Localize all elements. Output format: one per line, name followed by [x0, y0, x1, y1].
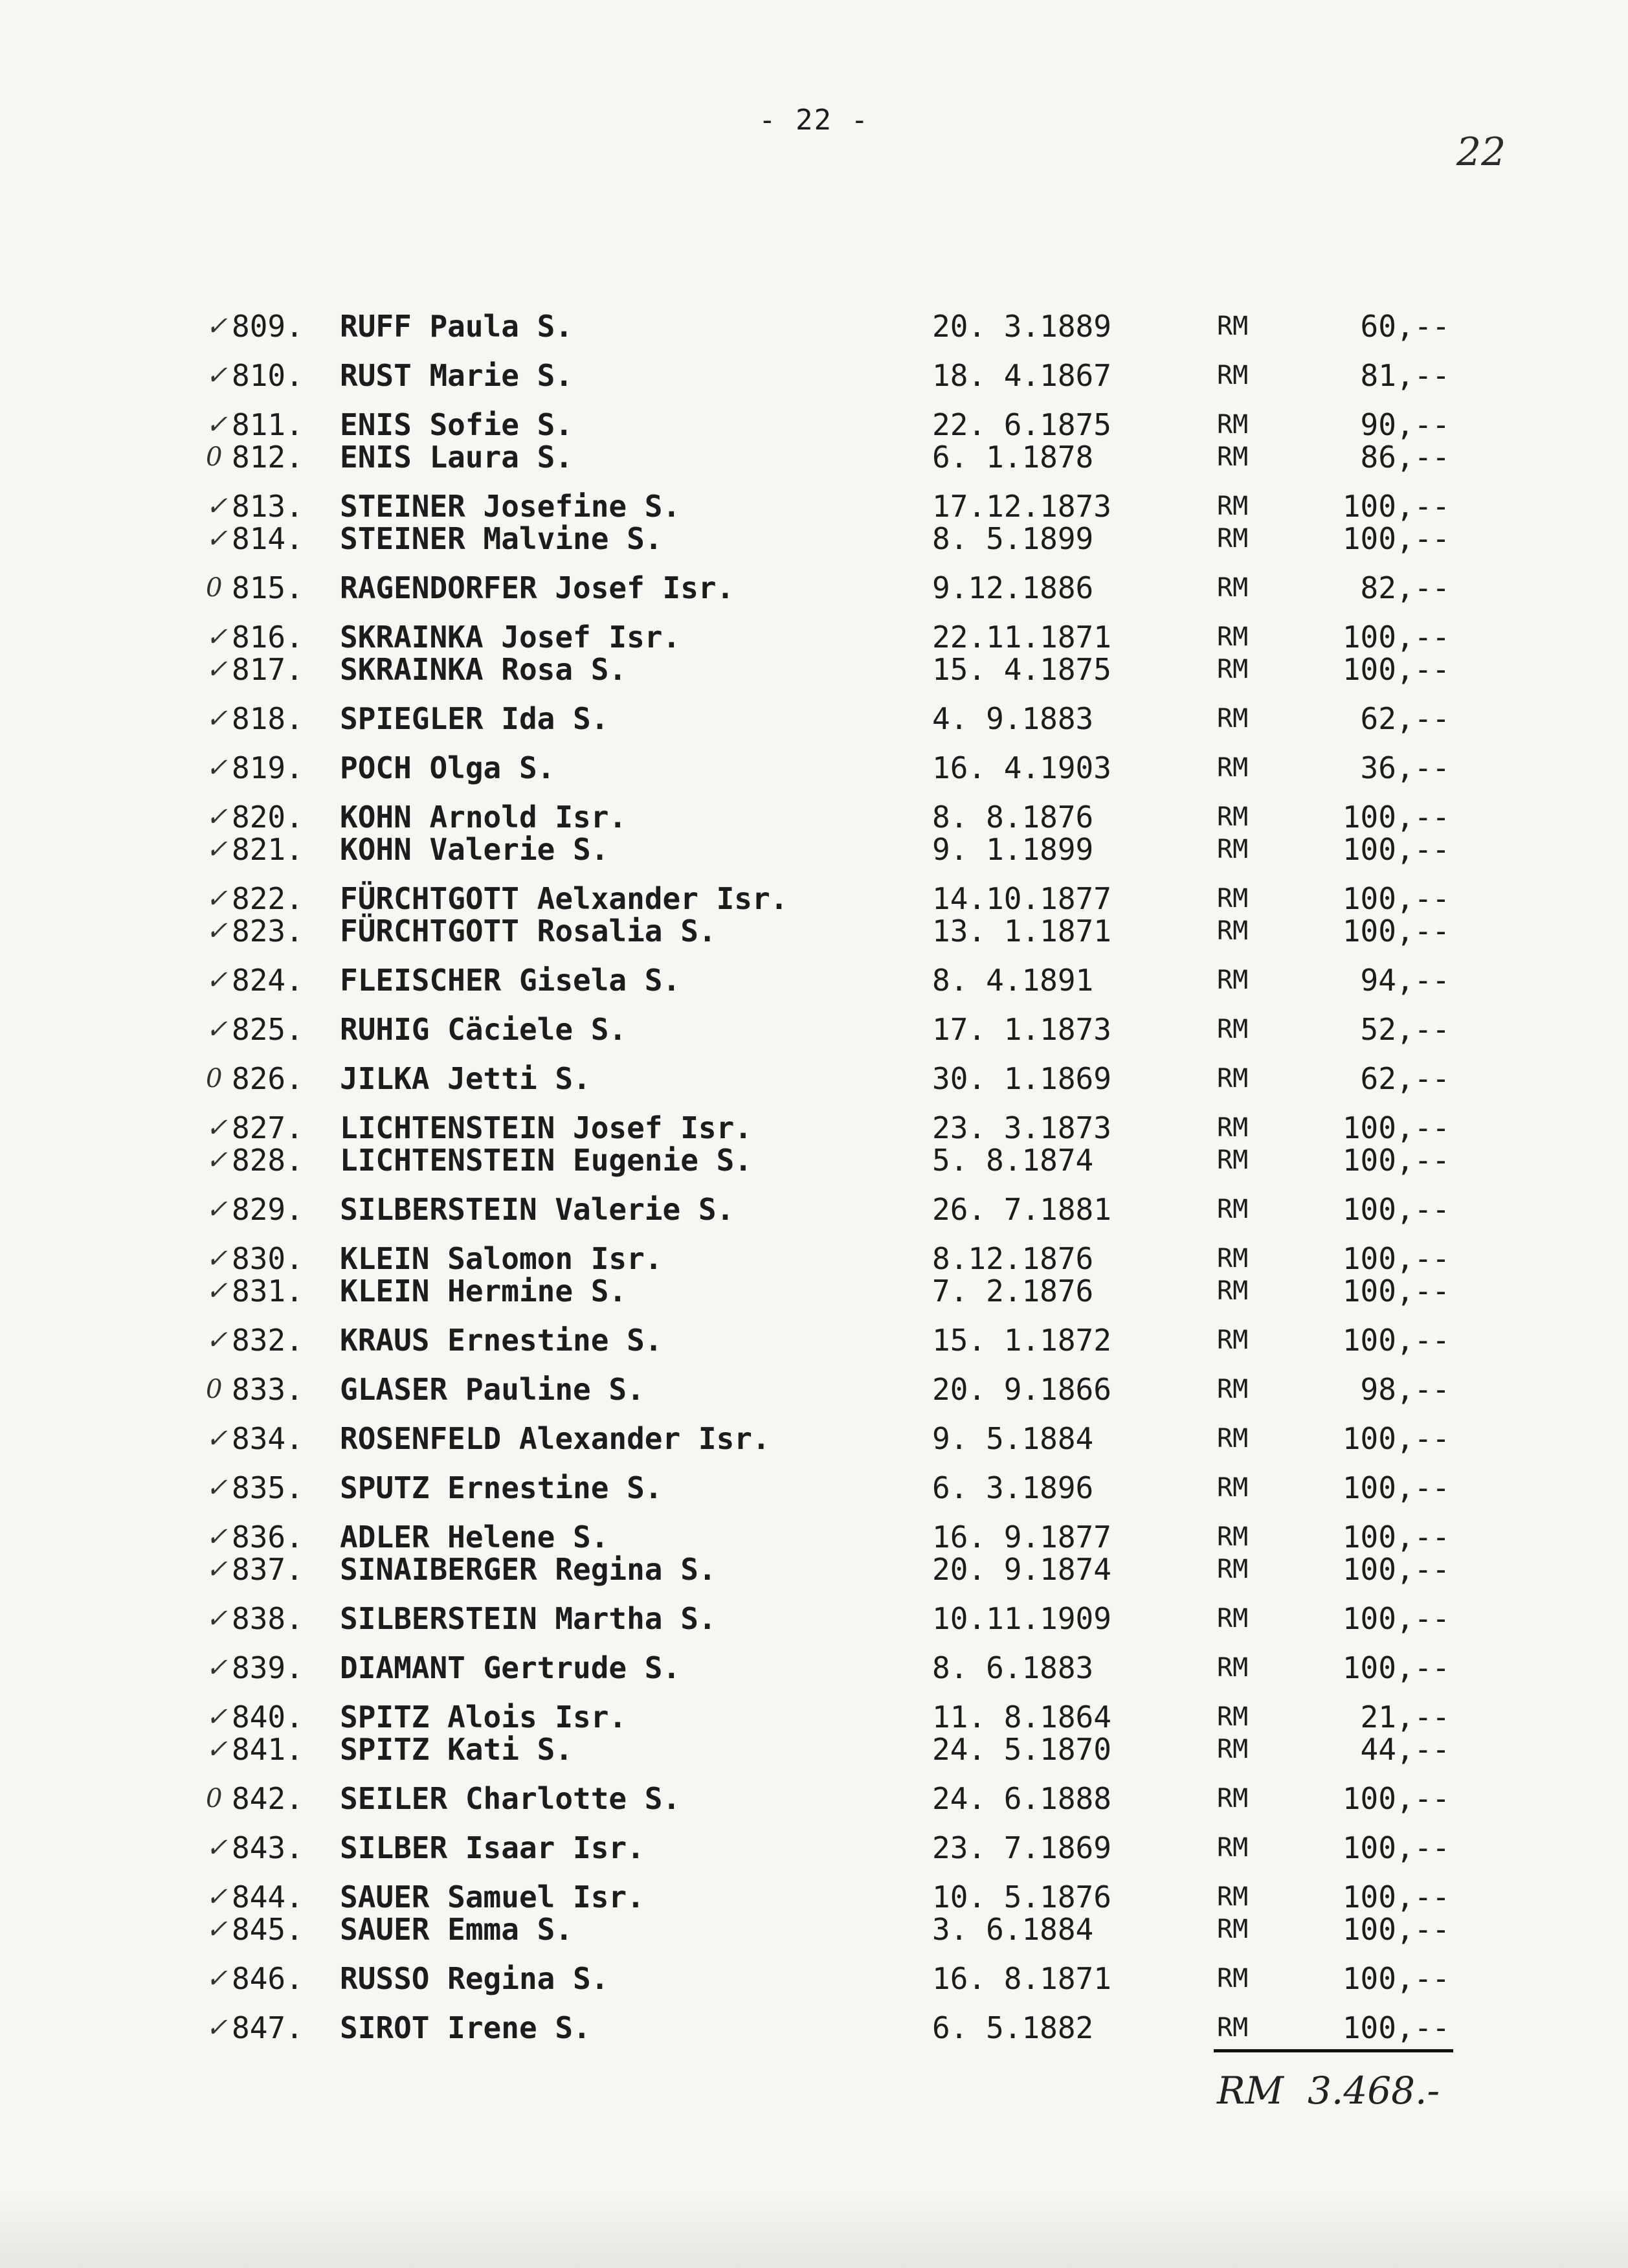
register-row [0, 651, 1628, 688]
person-name: RUST Marie S. [340, 358, 574, 393]
register-row [0, 1420, 1628, 1457]
row-number: 833. [232, 1372, 304, 1407]
currency-label: RM [1217, 1195, 1249, 1224]
birth-date: 24. 5.1870 [932, 1732, 1111, 1767]
currency-label: RM [1217, 1276, 1249, 1306]
check-mark: ✓ [206, 1914, 228, 1944]
amount: 100,-- [1342, 914, 1450, 949]
register-row [0, 308, 1628, 344]
row-number: 829. [232, 1192, 304, 1227]
currency-label: RM [1217, 1015, 1249, 1044]
birth-date: 17.12.1873 [932, 489, 1111, 524]
check-mark: ✓ [206, 802, 228, 832]
row-number: 823. [232, 914, 304, 949]
check-mark: ✓ [206, 884, 228, 914]
row-number: 837. [232, 1552, 304, 1587]
check-mark: ✓ [206, 704, 228, 734]
register-row [0, 1241, 1628, 1277]
row-number: 810. [232, 358, 304, 393]
amount: 100,-- [1342, 1912, 1450, 1947]
check-mark: ✓ [206, 1145, 228, 1175]
check-mark: ✓ [206, 1195, 228, 1224]
row-number: 847. [232, 2010, 304, 2045]
person-name: SILBERSTEIN Martha S. [340, 1601, 717, 1636]
register-row [0, 1911, 1628, 1948]
person-name: SPITZ Kati S. [340, 1732, 574, 1767]
register-row [0, 357, 1628, 394]
check-mark: ✓ [206, 1325, 228, 1355]
birth-date: 11. 8.1864 [932, 1700, 1111, 1735]
register-row [0, 1110, 1628, 1146]
register-row [0, 521, 1628, 557]
currency-label: RM [1217, 1113, 1249, 1143]
currency-label: RM [1217, 1784, 1249, 1813]
check-mark: 0 [206, 573, 223, 603]
amount: 100,-- [1342, 1601, 1450, 1636]
birth-date: 9.12.1886 [932, 570, 1094, 605]
person-name: POCH Olga S. [340, 750, 555, 785]
currency-label: RM [1217, 1555, 1249, 1584]
register-row [0, 1650, 1628, 1686]
row-number: 814. [232, 521, 304, 556]
amount: 44,-- [1360, 1732, 1450, 1767]
person-name: KLEIN Salomon Isr. [340, 1241, 663, 1276]
birth-date: 8. 5.1899 [932, 521, 1094, 556]
amount: 100,-- [1342, 1241, 1450, 1276]
birth-date: 22. 6.1875 [932, 407, 1111, 442]
register-row [0, 831, 1628, 868]
register-row [0, 1960, 1628, 1997]
row-number: 836. [232, 1520, 304, 1555]
check-mark: ✓ [206, 1735, 228, 1764]
person-name: SKRAINKA Rosa S. [340, 652, 627, 687]
person-name: FÜRCHTGOTT Aelxander Isr. [340, 881, 788, 916]
row-number: 811. [232, 407, 304, 442]
check-mark: ✓ [206, 524, 228, 554]
person-name: ADLER Helene S. [340, 1520, 609, 1555]
register-row [0, 1780, 1628, 1817]
register-row [0, 1600, 1628, 1637]
check-mark: ✓ [206, 1113, 228, 1143]
register-row [0, 1142, 1628, 1178]
currency-label: RM [1217, 1833, 1249, 1863]
amount: 100,-- [1342, 1961, 1450, 1996]
birth-date: 24. 6.1888 [932, 1781, 1111, 1816]
register-row [0, 913, 1628, 949]
row-number: 809. [232, 309, 304, 344]
birth-date: 18. 4.1867 [932, 358, 1111, 393]
check-mark: 0 [206, 1375, 223, 1404]
currency-label: RM [1217, 884, 1249, 914]
register-row [0, 750, 1628, 786]
birth-date: 30. 1.1869 [932, 1061, 1111, 1096]
birth-date: 9. 5.1884 [932, 1421, 1094, 1456]
birth-date: 16. 8.1871 [932, 1961, 1111, 1996]
person-name: SAUER Emma S. [340, 1912, 574, 1947]
currency-label: RM [1217, 1604, 1249, 1634]
amount: 100,-- [1342, 521, 1450, 556]
birth-date: 10. 5.1876 [932, 1880, 1111, 1914]
row-number: 846. [232, 1961, 304, 1996]
check-mark: ✓ [206, 491, 228, 521]
currency-label: RM [1217, 1473, 1249, 1503]
currency-label: RM [1217, 1424, 1249, 1454]
total-value: 3.468.- [1308, 2069, 1440, 2113]
person-name: SILBER Isaar Isr. [340, 1830, 645, 1865]
amount: 100,-- [1342, 1421, 1450, 1456]
amount: 100,-- [1342, 1143, 1450, 1178]
person-name: SIROT Irene S. [340, 2010, 591, 2045]
amount: 62,-- [1360, 701, 1450, 736]
check-mark: ✓ [206, 1702, 228, 1732]
amount: 100,-- [1342, 1830, 1450, 1865]
amount: 100,-- [1342, 1650, 1450, 1685]
person-name: FÜRCHTGOTT Rosalia S. [340, 914, 717, 949]
check-mark: 0 [206, 442, 223, 472]
check-mark: ✓ [206, 622, 228, 652]
currency-label: RM [1217, 835, 1249, 864]
check-mark: ✓ [206, 655, 228, 684]
row-number: 821. [232, 832, 304, 867]
birth-date: 20. 3.1889 [932, 309, 1111, 344]
person-name: SPITZ Alois Isr. [340, 1700, 627, 1735]
person-name: SEILER Charlotte S. [340, 1781, 681, 1816]
birth-date: 22.11.1871 [932, 620, 1111, 655]
birth-date: 10.11.1909 [932, 1601, 1111, 1636]
check-mark: ✓ [206, 410, 228, 440]
birth-date: 20. 9.1874 [932, 1552, 1111, 1587]
currency-label: RM [1217, 1653, 1249, 1683]
amount: 94,-- [1360, 963, 1450, 998]
register-row [0, 407, 1628, 443]
birth-date: 14.10.1877 [932, 881, 1111, 916]
check-mark: ✓ [206, 1964, 228, 1993]
row-number: 828. [232, 1143, 304, 1178]
birth-date: 5. 8.1874 [932, 1143, 1094, 1178]
row-number: 830. [232, 1241, 304, 1276]
currency-label: RM [1217, 1325, 1249, 1355]
row-number: 813. [232, 489, 304, 524]
amount: 90,-- [1360, 407, 1450, 442]
register-row [0, 799, 1628, 835]
row-number: 815. [232, 570, 304, 605]
row-number: 838. [232, 1601, 304, 1636]
birth-date: 20. 9.1866 [932, 1372, 1111, 1407]
register-row [0, 1551, 1628, 1588]
check-mark: ✓ [206, 1653, 228, 1683]
register-row [0, 1191, 1628, 1228]
amount: 100,-- [1342, 2010, 1450, 2045]
row-number: 832. [232, 1323, 304, 1358]
total-divider [1214, 2049, 1453, 2052]
currency-label: RM [1217, 1735, 1249, 1764]
check-mark: ✓ [206, 1473, 228, 1503]
register-row [0, 1879, 1628, 1915]
amount: 100,-- [1342, 1110, 1450, 1145]
row-number: 822. [232, 881, 304, 916]
currency-label: RM [1217, 965, 1249, 995]
register-row [0, 488, 1628, 524]
currency-label: RM [1217, 1145, 1249, 1175]
person-name: LICHTENSTEIN Josef Isr. [340, 1110, 752, 1145]
register-row [0, 1011, 1628, 1048]
person-name: KOHN Arnold Isr. [340, 800, 627, 835]
register-row [0, 1470, 1628, 1506]
birth-date: 15. 4.1875 [932, 652, 1111, 687]
row-number: 817. [232, 652, 304, 687]
check-mark: ✓ [206, 2013, 228, 2043]
currency-label: RM [1217, 1375, 1249, 1404]
register-row [0, 701, 1628, 737]
person-name: SILBERSTEIN Valerie S. [340, 1192, 735, 1227]
birth-date: 6. 3.1896 [932, 1470, 1094, 1505]
person-name: LICHTENSTEIN Eugenie S. [340, 1143, 752, 1178]
row-number: 824. [232, 963, 304, 998]
row-number: 827. [232, 1110, 304, 1145]
check-mark: ✓ [206, 1833, 228, 1863]
person-name: RUSSO Regina S. [340, 1961, 609, 1996]
check-mark: ✓ [206, 1276, 228, 1306]
handwritten-page-number: 22 [1456, 129, 1506, 175]
row-number: 834. [232, 1421, 304, 1456]
person-name: RUFF Paula S. [340, 309, 574, 344]
row-number: 843. [232, 1830, 304, 1865]
amount: 100,-- [1342, 620, 1450, 655]
birth-date: 6. 1.1878 [932, 440, 1094, 475]
check-mark: ✓ [206, 311, 228, 341]
row-number: 825. [232, 1012, 304, 1047]
row-number: 841. [232, 1732, 304, 1767]
amount: 81,-- [1360, 358, 1450, 393]
currency-label: RM [1217, 1064, 1249, 1094]
row-number: 816. [232, 620, 304, 655]
currency-label: RM [1217, 573, 1249, 603]
total-currency: RM [1217, 2069, 1284, 2113]
register-row [0, 962, 1628, 998]
register-row [0, 1061, 1628, 1097]
row-number: 826. [232, 1061, 304, 1096]
row-number: 845. [232, 1912, 304, 1947]
amount: 21,-- [1360, 1700, 1450, 1735]
person-name: DIAMANT Gertrude S. [340, 1650, 681, 1685]
check-mark: 0 [206, 1784, 223, 1813]
check-mark: ✓ [206, 1244, 228, 1274]
register-row [0, 1322, 1628, 1358]
person-name: SPIEGLER Ida S. [340, 701, 609, 736]
currency-label: RM [1217, 361, 1249, 390]
amount: 100,-- [1342, 800, 1450, 835]
currency-label: RM [1217, 524, 1249, 554]
birth-date: 16. 4.1903 [932, 750, 1111, 785]
birth-date: 16. 9.1877 [932, 1520, 1111, 1555]
check-mark: 0 [206, 1064, 223, 1094]
amount: 62,-- [1360, 1061, 1450, 1096]
birth-date: 17. 1.1873 [932, 1012, 1111, 1047]
person-name: RUHIG Cäciele S. [340, 1012, 627, 1047]
row-number: 835. [232, 1470, 304, 1505]
person-name: ROSENFELD Alexander Isr. [340, 1421, 770, 1456]
currency-label: RM [1217, 1244, 1249, 1274]
amount: 100,-- [1342, 1470, 1450, 1505]
check-mark: ✓ [206, 1015, 228, 1044]
birth-date: 7. 2.1876 [932, 1274, 1094, 1308]
amount: 100,-- [1342, 1274, 1450, 1308]
person-name: RAGENDORFER Josef Isr. [340, 570, 735, 605]
register-row [0, 1731, 1628, 1768]
birth-date: 3. 6.1884 [932, 1912, 1094, 1947]
birth-date: 8. 8.1876 [932, 800, 1094, 835]
person-name: KLEIN Hermine S. [340, 1274, 627, 1308]
person-name: STEINER Josefine S. [340, 489, 681, 524]
birth-date: 6. 5.1882 [932, 2010, 1094, 2045]
check-mark: ✓ [206, 1522, 228, 1552]
birth-date: 23. 3.1873 [932, 1110, 1111, 1145]
birth-date: 13. 1.1871 [932, 914, 1111, 949]
currency-label: RM [1217, 622, 1249, 652]
person-name: FLEISCHER Gisela S. [340, 963, 681, 998]
birth-date: 8.12.1876 [932, 1241, 1094, 1276]
amount: 100,-- [1342, 1520, 1450, 1555]
amount: 100,-- [1342, 1323, 1450, 1358]
currency-label: RM [1217, 1914, 1249, 1944]
check-mark: ✓ [206, 1424, 228, 1454]
birth-date: 8. 4.1891 [932, 963, 1094, 998]
register-row [0, 2010, 1628, 2046]
row-number: 840. [232, 1700, 304, 1735]
currency-label: RM [1217, 1964, 1249, 1993]
register-row [0, 1371, 1628, 1408]
currency-label: RM [1217, 442, 1249, 472]
person-name: GLASER Pauline S. [340, 1372, 645, 1407]
birth-date: 4. 9.1883 [932, 701, 1094, 736]
currency-label: RM [1217, 1522, 1249, 1552]
amount: 100,-- [1342, 1552, 1450, 1587]
amount: 100,-- [1342, 1781, 1450, 1816]
check-mark: ✓ [206, 916, 228, 946]
birth-date: 15. 1.1872 [932, 1323, 1111, 1358]
amount: 100,-- [1342, 881, 1450, 916]
check-mark: ✓ [206, 965, 228, 995]
check-mark: ✓ [206, 1882, 228, 1912]
birth-date: 9. 1.1899 [932, 832, 1094, 867]
register-row [0, 439, 1628, 475]
currency-label: RM [1217, 491, 1249, 521]
row-number: 842. [232, 1781, 304, 1816]
amount: 60,-- [1360, 309, 1450, 344]
person-name: KRAUS Ernestine S. [340, 1323, 663, 1358]
row-number: 831. [232, 1274, 304, 1308]
check-mark: ✓ [206, 1604, 228, 1634]
birth-date: 26. 7.1881 [932, 1192, 1111, 1227]
check-mark: ✓ [206, 835, 228, 864]
amount: 98,-- [1360, 1372, 1450, 1407]
currency-label: RM [1217, 655, 1249, 684]
amount: 86,-- [1360, 440, 1450, 475]
currency-label: RM [1217, 2013, 1249, 2043]
check-mark: ✓ [206, 1555, 228, 1584]
currency-label: RM [1217, 704, 1249, 734]
amount: 100,-- [1342, 652, 1450, 687]
currency-label: RM [1217, 802, 1249, 832]
row-number: 844. [232, 1880, 304, 1914]
row-number: 818. [232, 701, 304, 736]
amount: 100,-- [1342, 1880, 1450, 1914]
row-number: 812. [232, 440, 304, 475]
person-name: ENIS Sofie S. [340, 407, 574, 442]
amount: 36,-- [1360, 750, 1450, 785]
birth-date: 8. 6.1883 [932, 1650, 1094, 1685]
scan-shadow [0, 2188, 1628, 2268]
person-name: SINAIBERGER Regina S. [340, 1552, 717, 1587]
check-mark: ✓ [206, 361, 228, 390]
person-name: SKRAINKA Josef Isr. [340, 620, 681, 655]
register-row [0, 570, 1628, 606]
currency-label: RM [1217, 311, 1249, 341]
person-name: JILKA Jetti S. [340, 1061, 591, 1096]
person-name: SPUTZ Ernestine S. [340, 1470, 663, 1505]
page-number: - 22 - [759, 104, 869, 137]
currency-label: RM [1217, 1702, 1249, 1732]
register-row [0, 1519, 1628, 1555]
check-mark: ✓ [206, 753, 228, 783]
register-row [0, 1273, 1628, 1309]
person-name: STEINER Malvine S. [340, 521, 663, 556]
register-row [0, 619, 1628, 655]
person-name: KOHN Valerie S. [340, 832, 609, 867]
currency-label: RM [1217, 1882, 1249, 1912]
amount: 82,-- [1360, 570, 1450, 605]
row-number: 819. [232, 750, 304, 785]
row-number: 839. [232, 1650, 304, 1685]
amount: 100,-- [1342, 489, 1450, 524]
currency-label: RM [1217, 916, 1249, 946]
person-name: SAUER Samuel Isr. [340, 1880, 645, 1914]
row-number: 820. [232, 800, 304, 835]
currency-label: RM [1217, 753, 1249, 783]
currency-label: RM [1217, 410, 1249, 440]
register-row [0, 1830, 1628, 1866]
person-name: ENIS Laura S. [340, 440, 574, 475]
register-row [0, 1699, 1628, 1735]
amount: 100,-- [1342, 832, 1450, 867]
amount: 52,-- [1360, 1012, 1450, 1047]
amount: 100,-- [1342, 1192, 1450, 1227]
birth-date: 23. 7.1869 [932, 1830, 1111, 1865]
register-row [0, 881, 1628, 917]
